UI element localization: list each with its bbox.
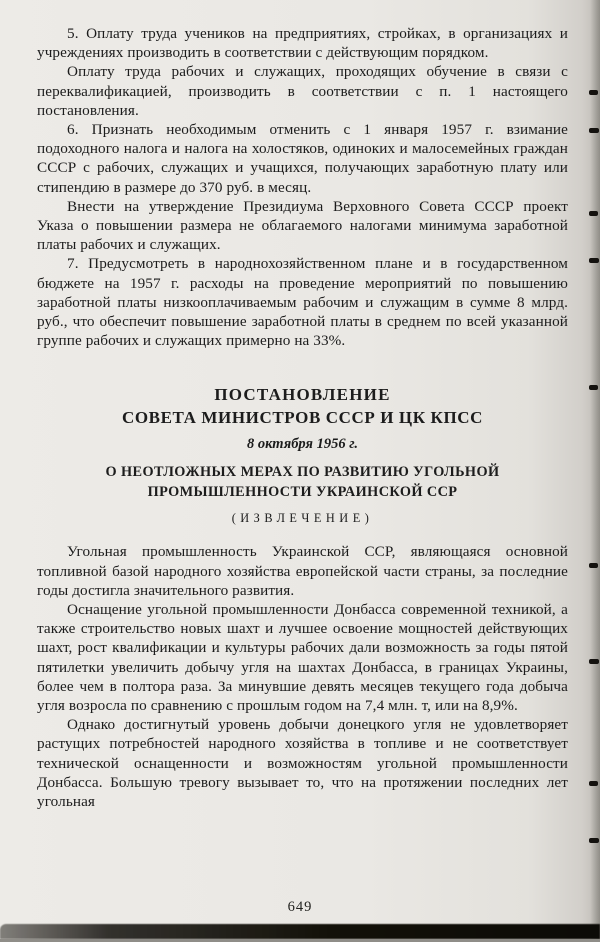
top-section xyxy=(37,24,568,350)
page-content xyxy=(37,24,568,811)
paragraph-item-6: 6. Признать необходимым отменить с 1 января 1957 г. взимание подоходного налога и налога на холостяков, одиноких и малосемейных граждан СССР с рабочих, служащих и учащихся, получающих заработную плату или стипендию в размере до 370 руб. в месяц. xyxy=(37,121,568,196)
paragraph-item-5: 5. Оплату труда учеников на предприятиях, стройках, в организациях и учреждениях производить в соответствии с действующим порядком. xyxy=(37,25,568,62)
decree-date: 8 октября 1956 г. xyxy=(246,436,358,453)
decree-heading-block xyxy=(37,384,568,527)
decree-heading-org: СОВЕТА МИНИСТРОВ СССР И ЦК КПСС xyxy=(121,408,484,428)
decree-subject-title: О НЕОТЛОЖНЫХ МЕРАХ ПО РАЗВИТИЮ УГОЛЬНОЙ ПРОМЫШЛЕННОСТИ УКРАИНСКОЙ ССР xyxy=(105,464,500,500)
scan-bottom-shadow xyxy=(0,924,600,939)
decree-body xyxy=(37,542,568,811)
scan-mark xyxy=(589,211,598,216)
scan-mark xyxy=(589,659,599,664)
scan-mark xyxy=(589,781,598,786)
paragraph-output-concern: Однако достигнутый уровень добычи донецкого угля не удовлетворяет растущих потребностей народного хозяйства в топливе и не соответствует технической оснащенности и возможностям угольной промышленности Донбасса. Большую тревогу вызывает то, что на протяжении последних лет угольная xyxy=(37,716,568,811)
page-number: 649 xyxy=(287,899,313,915)
paragraph-decree-draft: Внести на утверждение Президиума Верховного Совета СССР проект Указа о повышении размера не облагаемого налогами минимума заработной платы рабочих и служащих. xyxy=(37,197,568,254)
scan-mark xyxy=(589,258,599,263)
scan-mark xyxy=(589,128,599,133)
decree-extract-label: (ИЗВЛЕЧЕНИЕ) xyxy=(231,511,374,526)
scan-mark xyxy=(589,838,599,843)
paragraph-item-7: 7. Предусмотреть в народнохозяйственном плане и в государственном бюджете на 1957 г. расходы на проведение мероприятий по повышению заработной платы низкооплачиваемым рабочим и служащим в сумме 8 млрд. руб., что обеспечит повышение заработной платы в среднем по всей указанной группе рабочих и служащих примерно на 33%. xyxy=(37,255,568,350)
paragraph-training-pay: Оплату труда рабочих и служащих, проходящих обучение в связи с переквалификацией, производить в соответствии с п. 1 настоящего постановления. xyxy=(37,63,568,119)
scan-mark xyxy=(589,90,598,95)
decree-heading-title: ПОСТАНОВЛЕНИЕ xyxy=(214,385,391,405)
paragraph-coal-industry-intro: Угольная промышленность Украинской ССР, являющаяся основной топливной базой народного хозяйства европейской части страны, за последние годы достигла значительного развития. xyxy=(37,543,568,599)
paragraph-donbass-growth: Оснащение угольной промышленности Донбасса современной техникой, а также строительство новых шахт и лучшее освоение мощностей действующих шахт, рост квалификации и культуры рабочих дали возможность за годы пятой пятилетки увеличить добычу угля на шахтах Донбасса, в границах Украины, более чем в полтора раза. За минувшие девять месяцев текущего года добыча угля возросла по сравнению с прошлым годом на 7,4 млн. т, или на 8,9%. xyxy=(37,601,568,715)
scan-mark xyxy=(589,563,598,568)
scan-mark xyxy=(589,385,598,390)
scan-edge-shadow xyxy=(590,0,600,942)
